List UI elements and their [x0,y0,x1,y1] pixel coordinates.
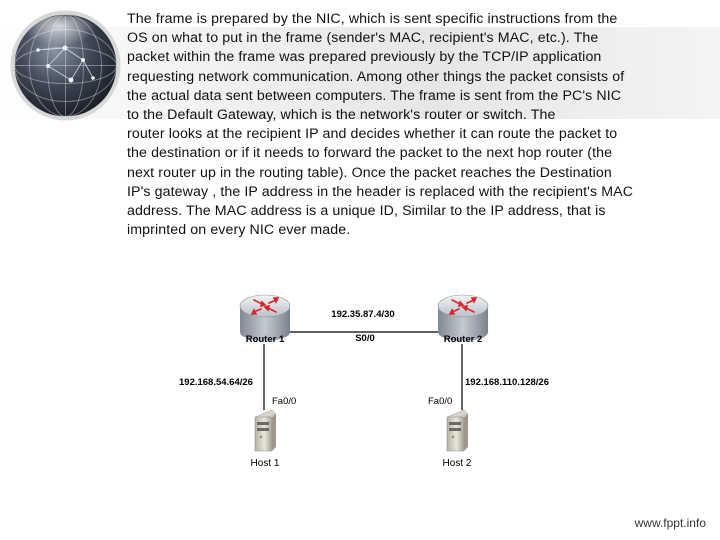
host-1 [251,410,280,469]
text-line: router looks at the recipient IP and decides whether it can route the packet to [127,126,618,143]
text-line: imprinted on every NIC ever made. [127,222,351,239]
host-1-label: Host 1 [250,458,280,469]
wan-network-label: 192.35.87.4/30 [331,309,395,320]
text-line: OS on what to put in the frame (sender's MAC, recipient's MAC, etc.). The [127,30,599,47]
lan2-interface-label: Fa0/0 [428,396,453,407]
slide-body-text [127,10,702,240]
lan1-network-label: 192.168.54.64/26 [179,377,253,388]
wan-interface-label: S0/0 [355,333,375,344]
lan2-network-label: 192.168.110.128/26 [465,377,550,388]
host-2 [443,410,472,469]
text-line: to the Default Gateway, which is the network's router or switch. The [127,107,556,124]
footer-link[interactable]: www.fppt.info [634,516,706,530]
text-line: IP's gateway , the IP address in the header is replaced with the recipient's MAC [127,183,634,200]
text-line: The frame is prepared by the NIC, which is sent specific instructions from the [127,11,618,27]
lan1-interface-label: Fa0/0 [272,396,297,407]
text-line: address. The MAC address is a unique ID, Similar to the IP address, that is [127,203,606,220]
server-icon [255,410,276,451]
text-line: the destination or if it needs to forward the packet to the next hop router (the [127,145,613,162]
host-2-label: Host 2 [442,458,472,469]
network-diagram [177,282,566,480]
server-icon [447,410,468,451]
router-2-label: Router 2 [443,334,483,345]
globe-icon [8,8,123,123]
text-line: packet within the frame was prepared previously by the TCP/IP application [127,49,602,66]
router-1-label: Router 1 [245,334,285,345]
router-2 [438,295,488,345]
text-line: the actual data sent between computers. The frame is sent from the PC's NIC [127,87,622,104]
text-line: requesting network communication. Among other things the packet consists of [127,68,625,85]
text-line: next router up in the routing table). Once the packet reaches the Destination [127,164,612,181]
router-1 [240,295,290,345]
